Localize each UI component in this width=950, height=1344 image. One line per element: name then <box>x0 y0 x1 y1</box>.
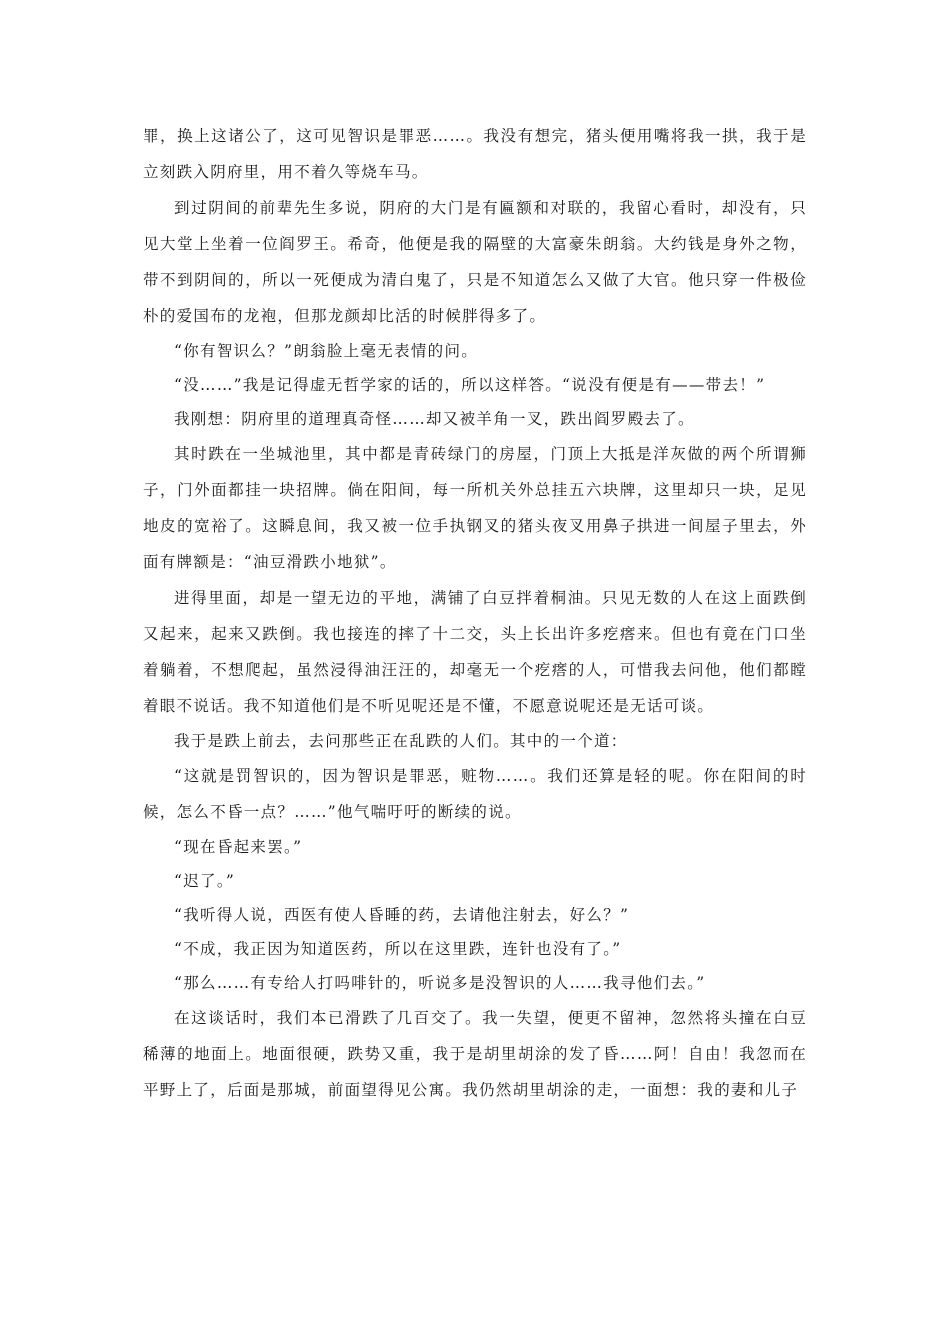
paragraph-2: 到过阴间的前辈先生多说，阴府的大门是有匾额和对联的，我留心看时，却没有，只见大堂上坐着一位阎罗王。希奇，他便是我的隔壁的大富豪朱朗翁。大约钱是身外之物，带不到阴间的，所以一死便成为清白鬼了，只是不知道怎么又做了大官。他只穿一件极俭朴的爱国布的龙袍，但那龙颜却比活的时候胖得多了。 <box>143 199 807 325</box>
paragraph-6: 其时跌在一坐城池里，其中都是青砖绿门的房屋，门顶上大抵是洋灰做的两个所谓狮子，门外面都挂一块招牌。倘在阳间，每一所机关外总挂五六块牌，这里却只一块，足见地皮的宽裕了。这瞬息间，我又被一位手执钢叉的猪头夜叉用鼻子拱进一间屋子里去，外面有牌额是：“油豆滑跌小地狱”。 <box>143 445 807 571</box>
paragraph-3: “你有智识么？”朗翁脸上毫无表情的问。 <box>174 342 479 360</box>
paragraph-4: “没……”我是记得虚无哲学家的话的，所以这样答。“说没有便是有——带去！” <box>174 376 766 394</box>
paragraph-14: “那么……有专给人打吗啡针的，听说多是没智识的人……我寻他们去。” <box>174 974 706 992</box>
body-text <box>143 118 807 1108</box>
paragraph-11: “迟了。” <box>174 872 236 890</box>
paragraph-1: 罪，换上这诸公了，这可见智识是罪恶……。我没有想完，猪头便用嘴将我一拱，我于是立刻跌入阴府里，用不着久等烧车马。 <box>143 127 807 181</box>
paragraph-10: “现在昏起来罢。” <box>174 838 303 856</box>
paragraph-7: 进得里面，却是一望无边的平地，满铺了白豆拌着桐油。只见无数的人在这上面跌倒又起来，起来又跌倒。我也接连的摔了十二交，头上长出许多疙瘩来。但也有竟在门口坐着躺着，不想爬起，虽然浸得油汪汪的，却毫无一个疙瘩的人，可惜我去问他，他们都瞠着眼不说话。我不知道他们是不听见呢还是不懂，不愿意说呢还是无话可谈。 <box>143 589 807 715</box>
paragraph-8: 我于是跌上前去，去问那些正在乱跌的人们。其中的一个道： <box>174 732 628 750</box>
paragraph-9: “这就是罚智识的，因为智识是罪恶，赃物……。我们还算是轻的呢。你在阳间的时候，怎么不昏一点？……”他气喘吁吁的断续的说。 <box>143 767 807 821</box>
paragraph-12: “我听得人说，西医有使人昏睡的药，去请他注射去，好么？” <box>174 906 630 924</box>
paragraph-5: 我刚想：阴府里的道理真奇怪……却又被羊角一叉，跌出阎罗殿去了。 <box>174 410 695 428</box>
paragraph-13: “不成，我正因为知道医药，所以在这里跌，连针也没有了。” <box>174 940 622 958</box>
paragraph-15: 在这谈话时，我们本已滑跌了几百交了。我一失望，便更不留神，忽然将头撞在白豆稀薄的地面上。地面很硬，跌势又重，我于是胡里胡涂的发了昏……阿！自由！我忽而在平野上了，后面是那城，前面望得见公寓。我仍然胡里胡涂的走，一面想：我的妻和儿子 <box>143 1009 807 1099</box>
